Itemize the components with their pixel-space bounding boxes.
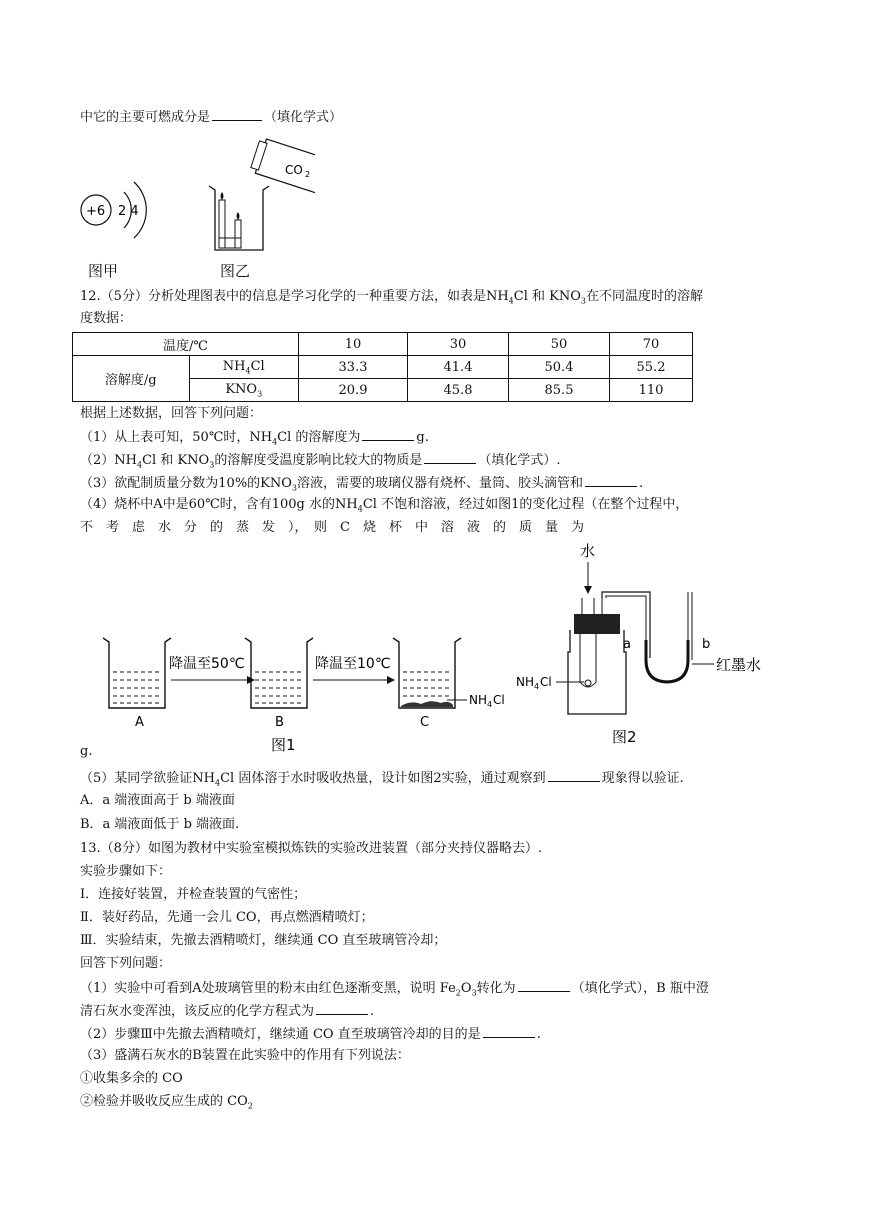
temp-cell: 30 <box>408 333 509 356</box>
option-a: A．a 端液面高于 b 端液面 <box>80 793 235 808</box>
q13-step3: Ⅲ．实验结束，先撤去酒精喷灯，继续通 CO 直至玻璃管冷却； <box>80 933 447 948</box>
value-cell: 50.4 <box>509 356 610 379</box>
temp-header: 温度/℃ <box>73 333 299 356</box>
value-cell: 110 <box>610 379 693 402</box>
electron-shells: 2 4 <box>118 204 139 219</box>
figure2-u-tube-apparatus <box>512 540 782 755</box>
svg-text:2: 2 <box>305 170 311 179</box>
q13-option1: ①收集多余的 CO <box>80 1071 183 1086</box>
q13-part2: （2）步骤Ⅲ中先撤去酒精喷灯，继续通 CO 直至玻璃管冷却的目的是 . <box>80 1027 541 1042</box>
svg-text:NH: NH <box>516 675 534 689</box>
value-cell: 45.8 <box>408 379 509 402</box>
q11-tail-line: 中它的主要可燃成分是 （填化学式） <box>80 110 343 125</box>
nucleus-charge: +6 <box>86 204 106 219</box>
answer-blank[interactable] <box>518 979 570 992</box>
arrow2-label: 降温至10℃ <box>315 656 391 672</box>
beaker-b <box>245 638 313 708</box>
value-cell: 55.2 <box>610 356 693 379</box>
q12-part4-end: g. <box>80 744 93 759</box>
q13-part1: （1）实验中可看到A处玻璃管里的粉末由红色逐渐变黑，说明 $Fe_2O_3$转化为 （填化学式），B 瓶中澄 <box>80 981 709 998</box>
fig1-caption: 图1 <box>271 736 296 754</box>
q13-steps-lead: 实验步骤如下： <box>80 864 172 879</box>
q12-part3: （3）欲配制质量分数为10%的$KNO_3$溶液，需要的玻璃仪器有烧杯、量筒、胶头滴管和 . <box>80 476 644 493</box>
q12-part2: $(2)NH_4Cl$ 和 $KNO_3$的溶解度受温度影响比较大的物质是 （填化学式）. <box>80 453 561 470</box>
co2-candle-beaker-diagram <box>205 138 315 258</box>
temp-cell: 50 <box>509 333 610 356</box>
svg-text:NH: NH <box>469 693 487 707</box>
temp-cell: 10 <box>299 333 408 356</box>
q12-part4: （4）烧杯中A中是60℃时，含有100g 水的$NH_4Cl$ 不饱和溶液，经过如图1的变化过程（在整个过程中， <box>80 497 689 514</box>
atom-structure-diagram <box>78 168 168 248</box>
q13-step2: Ⅱ．装好药品，先通一会儿 CO，再点燃酒精喷灯； <box>80 910 374 925</box>
answer-blank[interactable] <box>316 1002 368 1015</box>
value-cell: 20.9 <box>299 379 408 402</box>
water-label: 水 <box>580 542 596 560</box>
q12-intro: 12.（5分）分析处理图表中的信息是学习化学的一种重要方法，如表是$NH_4Cl$ 和 $KNO_3$在不同温度时的溶解 <box>80 289 703 306</box>
q13-intro: 13.（8分）如图为教材中实验室模拟炼铁的实验改进装置（部分夹持仪器略去）. <box>80 841 543 856</box>
beaker-label-b: B <box>275 715 284 730</box>
answer-blank[interactable] <box>424 451 476 464</box>
end-a-label: a <box>623 637 631 652</box>
q12-part1: （1）从上表可知，50℃时，$NH_4Cl$ 的溶解度为 g. <box>80 430 429 447</box>
answer-blank[interactable] <box>548 769 600 782</box>
solubility-table <box>72 332 693 402</box>
answer-blank[interactable] <box>585 474 637 487</box>
beaker-label-c: C <box>420 715 430 730</box>
option-b: B．a 端液面低于 b 端液面. <box>80 817 240 832</box>
figure1-cooling-beakers <box>95 630 535 755</box>
red-ink-label: 红墨水 <box>716 656 762 674</box>
q13-part1-line2: 清石灰水变浑浊，该反应的化学方程式为 . <box>80 1004 375 1019</box>
q12-intro-line2: 度数据： <box>80 311 133 326</box>
beaker-label-a: A <box>135 715 144 730</box>
q12-part4-line2: 不 考 虑 水 分 的 蒸 发 ）， 则 C 烧 杯 中 溶 液 的 质 量 为 <box>80 520 584 535</box>
svg-text:4: 4 <box>534 682 540 691</box>
value-cell: 33.3 <box>299 356 408 379</box>
beaker-c <box>393 638 461 708</box>
q13-part3: （3）盛满石灰水的B装置在此实验中的作用有下列说法： <box>80 1048 410 1063</box>
svg-text:Cl: Cl <box>540 675 552 689</box>
svg-text:Cl: Cl <box>493 693 505 707</box>
arrow1-label: 降温至50℃ <box>169 656 245 672</box>
temp-cell: 70 <box>610 333 693 356</box>
substance-kno3: $KNO_3$ <box>189 379 299 402</box>
q13-option2: ②检验并吸收反应生成的 $CO_2$ <box>80 1094 253 1111</box>
value-cell: 41.4 <box>408 356 509 379</box>
fig2-caption: 图2 <box>612 728 637 746</box>
beaker-a <box>103 638 171 708</box>
fig-yi-caption: 图乙 <box>220 262 251 280</box>
svg-text:CO: CO <box>285 163 303 177</box>
q13-ans-lead: 回答下列问题： <box>80 956 172 971</box>
value-cell: 85.5 <box>509 379 610 402</box>
answer-blank[interactable] <box>483 1025 535 1038</box>
row-header: 溶解度/g <box>73 356 190 402</box>
q12-part5: （5）某同学欲验证$NH_4Cl$ 固体溶于水时吸收热量，设计如图2实验，通过观察到 现象得以验证. <box>80 771 684 788</box>
q13-step1: Ⅰ．连接好装置，并检查装置的气密性； <box>80 887 307 902</box>
substance-nh4cl: $NH_4Cl$ <box>189 356 299 379</box>
fig-jia-caption: 图甲 <box>88 262 119 280</box>
answer-blank[interactable] <box>212 108 262 121</box>
q12-lead: 根据上述数据，回答下列问题： <box>80 406 263 421</box>
answer-blank[interactable] <box>362 428 414 441</box>
end-b-label: b <box>702 637 711 652</box>
svg-text:4: 4 <box>487 700 493 709</box>
